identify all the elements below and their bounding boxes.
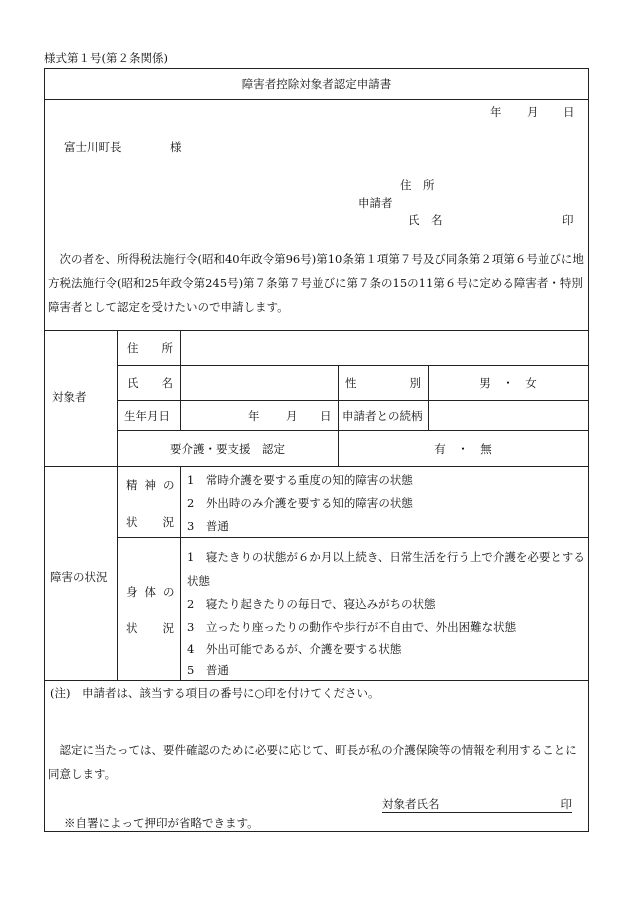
applicant-seal: 印 xyxy=(562,213,574,227)
subject-care-value: 有 ・ 無 xyxy=(434,442,492,456)
disability-group-label: 障害の状況 xyxy=(50,570,108,584)
request-text: 次の者を、所得税法施行令(昭和40年政令第96号)第10条第１項第７号及び同条第２項第６号並びに地方税法施行令(昭和25年政令第245号)第７条第７号並びに第７条の15の11第６号に定める障害者・特別障害者として認定を受けたいので申請します。 xyxy=(48,252,584,314)
subject-relation-label: 申請者との続柄 xyxy=(342,409,423,423)
date-year: 年 xyxy=(490,105,502,119)
physical-label-bottom: 状況 xyxy=(126,621,174,635)
applicant-role-label: 申請者 xyxy=(358,196,393,210)
signature-label: 対象者氏名 xyxy=(382,797,440,811)
form-number: 様式第１号(第２条関係) xyxy=(44,51,168,65)
note: (注) 申請者は、該当する項目の番号に○印を付けてください。 xyxy=(50,686,380,700)
subject-group-label xyxy=(52,389,110,405)
physical-item-1: 1 寝たきりの状態が６か月以上続き、日常生活を行う上で介護を必要とする状態 xyxy=(187,550,585,588)
subject-group-label-text: 対象者 xyxy=(52,390,87,404)
subject-name-label: 氏名 xyxy=(127,376,173,390)
addressee-honorific: 様 xyxy=(170,140,182,154)
footnote: ※自署によって押印が省略できます。 xyxy=(64,816,259,830)
mental-label-top: 精神の xyxy=(126,478,182,492)
subject-care-label: 要介護・要支援 認定 xyxy=(170,442,285,456)
subject-address-label: 住所 xyxy=(127,341,173,355)
subject-birth-year: 年 xyxy=(248,409,260,423)
date-day: 日 xyxy=(563,105,575,119)
frame-top xyxy=(44,68,589,69)
frame-left xyxy=(44,68,45,831)
physical-item-5: 5 普通 xyxy=(187,663,229,677)
table-top xyxy=(44,330,589,331)
mental-label-bottom: 状況 xyxy=(126,515,174,529)
applicant-address-label: 住 所 xyxy=(400,178,435,192)
subject-birth-day: 日 xyxy=(320,409,332,423)
subject-birth-label: 生年月日 xyxy=(124,409,170,423)
frame-right xyxy=(588,68,589,831)
mental-item-2: 2 外出時のみ介護を要する知的障害の状態 xyxy=(187,496,413,510)
title-divider xyxy=(44,99,589,100)
physical-item-3: 3 立ったり座ったりの動作や歩行が不自由で、外出困難な状態 xyxy=(187,620,517,634)
physical-item-4: 4 外出可能であるが、介護を要する状態 xyxy=(187,642,402,656)
page-title: 障害者控除対象者認定申請書 xyxy=(241,77,392,91)
signature-line xyxy=(382,796,572,813)
date-month: 月 xyxy=(527,105,539,119)
signature-seal: 印 xyxy=(560,797,572,811)
consent-text: 認定に当たっては、要件確認のために必要に応じて、町長が私の介護保険等の情報を利用することに同意します。 xyxy=(48,743,577,781)
subject-gender-value: 男 ・ 女 xyxy=(479,376,537,390)
applicant-name-label: 氏 名 xyxy=(408,213,443,227)
mental-item-1: 1 常時介護を要する重度の知的障害の状態 xyxy=(187,473,413,487)
subject-birth-month: 月 xyxy=(286,409,298,423)
frame-bottom xyxy=(44,831,589,832)
subject-gender-label: 性別 xyxy=(345,376,421,390)
physical-label-top: 身体の xyxy=(126,585,182,599)
addressee-name: 富士川町長 xyxy=(64,140,122,154)
mental-item-3: 3 普通 xyxy=(187,519,229,533)
physical-item-2: 2 寝たり起きたりの毎日で、寝込みがちの状態 xyxy=(187,597,436,611)
